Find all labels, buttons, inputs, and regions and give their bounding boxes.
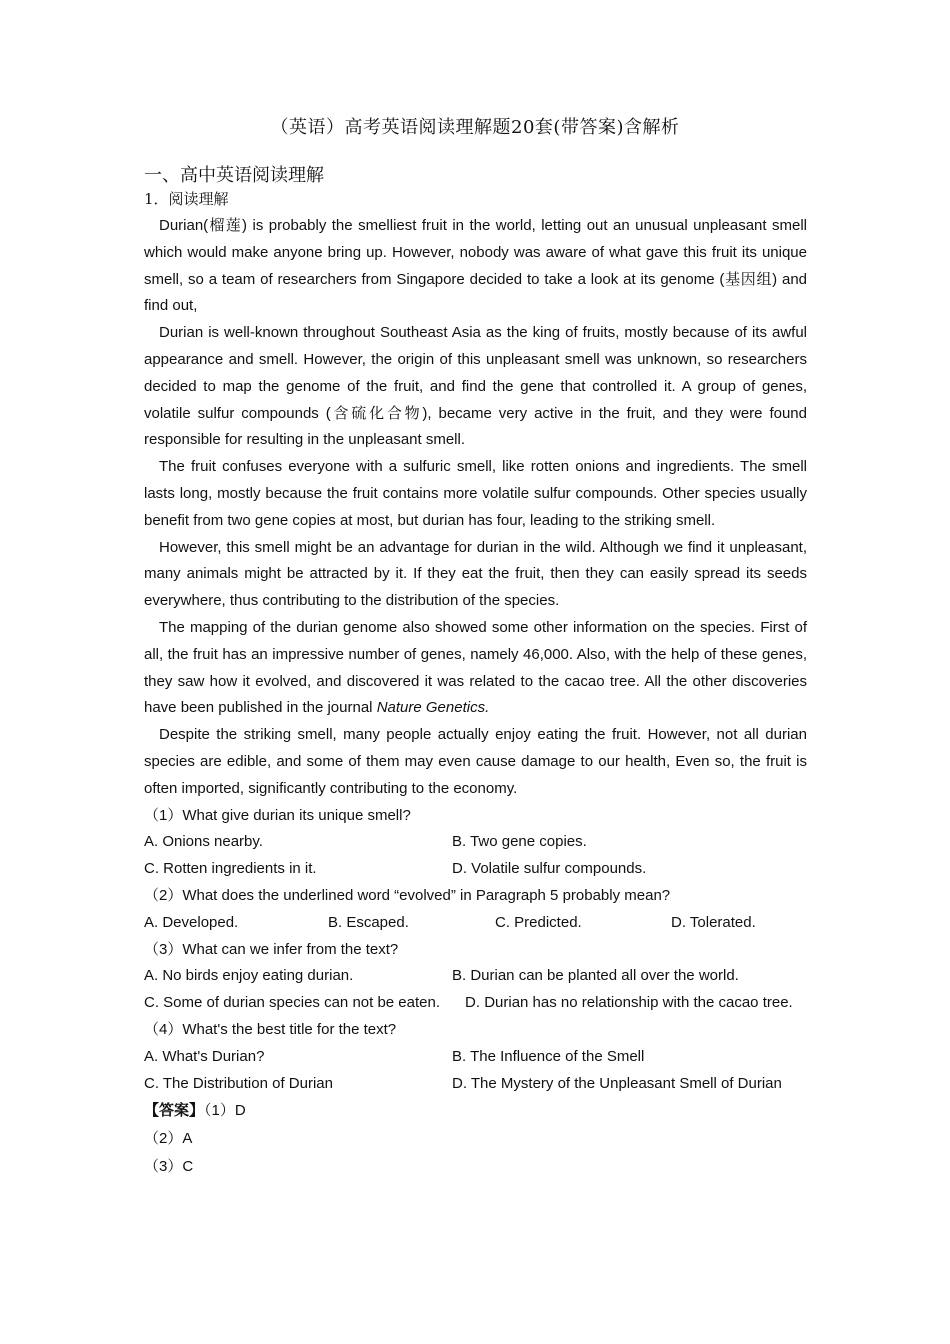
option-d: D. Volatile sulfur compounds. [452, 860, 647, 878]
option-d: D. Durian has no relationship with the cacao tree. [465, 994, 793, 1012]
option-b: B. Escaped. [328, 913, 409, 931]
option-a: A. What's Durian? [144, 1047, 265, 1065]
question-2-stem: （2）What does the underlined word “evolved” in Paragraph 5 probably mean? [144, 886, 671, 904]
question-1-options [144, 829, 807, 883]
paragraph-5-text: The mapping of the durian genome also showed some other information on the species. First of all, the fruit has an impressive number of genes, namely 46,000. Also, with the help of these genes, they saw how it evolved, and discovered it was related to the cacao tree. All the other discoveries have been published in the journal [144, 618, 807, 717]
passage-paragraph-4: However, this smell might be an advantage for durian in the wild. Although we find it unpleasant, many animals might be attracted by it. If they eat the fruit, then they can easily spread its seeds everywhere, thus contributing to the distribution of the species. [144, 538, 807, 610]
option-c: C. The Distribution of Durian [144, 1074, 333, 1092]
document-body [144, 213, 807, 1181]
document-title: （英语）高考英语阅读理解题20套(带答案)含解析 [270, 117, 680, 138]
passage-paragraph-5 [144, 615, 807, 722]
option-a: A. No birds enjoy eating durian. [144, 967, 354, 985]
section-heading: 一、高中英语阅读理解 [144, 165, 324, 186]
question-4-stem: （4）What's the best title for the text? [144, 1020, 397, 1038]
option-d: D. The Mystery of the Unpleasant Smell of Durian [452, 1074, 782, 1092]
question-3-stem: （3）What can we infer from the text? [144, 940, 399, 958]
passage-paragraph-1: Durian(榴莲) is probably the smelliest fruit in the world, letting out an unusual unpleasant smell which would make anyone bring up. However, nobody was aware of what gave this fruit its unique smell, so a team of researchers from Singapore decided to take a look at its genome (基因组) and find out, [144, 217, 807, 315]
answer-label: 【答案】 [144, 1102, 205, 1120]
answer-2: （2）A [144, 1130, 193, 1148]
option-a: A. Developed. [144, 913, 239, 931]
question-3-options-cd [144, 990, 807, 1017]
option-c: C. Some of durian species can not be eaten. [144, 994, 441, 1012]
question-1-stem: （1）What give durian its unique smell? [144, 806, 411, 824]
question-3-options [144, 963, 807, 990]
passage-paragraph-2: Durian is well-known throughout Southeast Asia as the king of fruits, mostly because of its awful appearance and smell. However, the origin of this unpleasant smell was unknown, so researchers decided to map the genome of the fruit, and find the gene that controlled it. A group of genes, volatile sulfur compounds (含硫化合物), became very active in the fruit, and they were found responsible for resulting in the unpleasant smell. [144, 324, 807, 449]
option-b: B. Two gene copies. [452, 833, 587, 851]
passage-paragraph-3: The fruit confuses everyone with a sulfuric smell, like rotten onions and ingredients. The smell lasts long, mostly because the fruit contains more volatile sulfur compounds. Other species usually benefit from two gene copies at most, but durian has four, leading to the striking smell. [144, 458, 807, 529]
answer-line-1 [144, 1097, 807, 1125]
answer-1: （1）D [204, 1102, 246, 1120]
answer-3: （3）C [144, 1158, 194, 1176]
question-4-options [144, 1044, 807, 1098]
option-d: D. Tolerated. [671, 913, 756, 931]
question-2-options [144, 910, 807, 937]
option-a: A. Onions nearby. [144, 833, 263, 851]
option-b: B. Durian can be planted all over the world. [452, 967, 739, 985]
option-c: C. Predicted. [495, 913, 582, 931]
passage-paragraph-6: Despite the striking smell, many people actually enjoy eating the fruit. However, not all durian species are edible, and some of them may even cause damage to our health, Even so, the fruit is often imported, significantly contributing to the economy. [144, 726, 807, 797]
journal-name: Nature Genetics. [376, 699, 490, 717]
option-b: B. The Influence of the Smell [452, 1047, 645, 1065]
question-number: 1．阅读理解 [144, 190, 229, 208]
option-c: C. Rotten ingredients in it. [144, 860, 317, 878]
